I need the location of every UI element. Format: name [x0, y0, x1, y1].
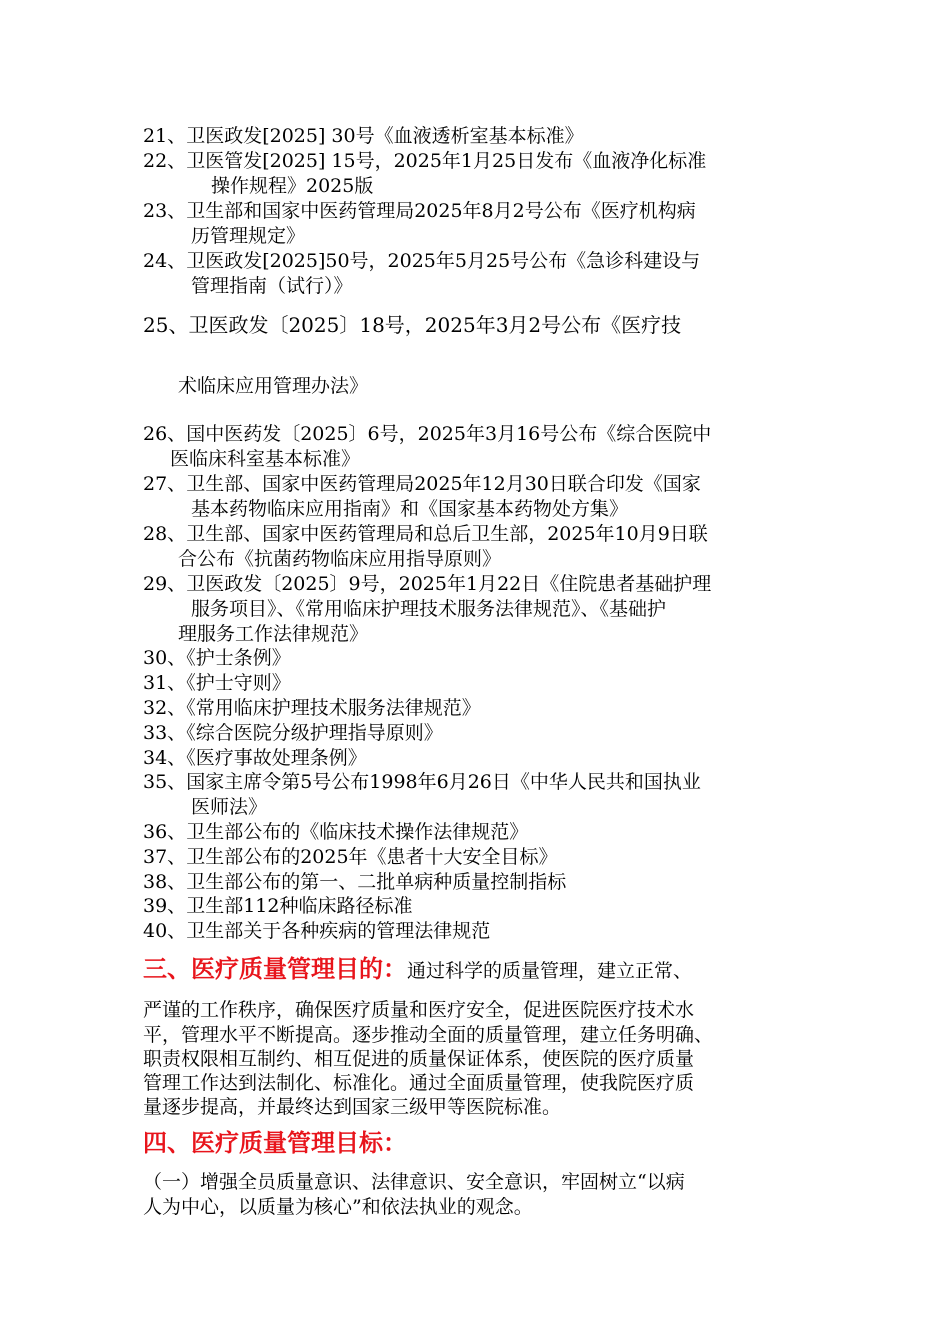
list-item [143, 671, 823, 696]
item-text: 卫生部关于各种疾病的管理法律规范 [186, 920, 491, 942]
paragraph-line: （一）增强全员质量意识、法律意识、安全意识，牢固树立“以病 [143, 1171, 685, 1193]
item-text-continued: 服务项目》、《常用临床护理技术服务法律规范》、《基础护 [191, 598, 667, 620]
item-text: 卫医政发〔2025〕9号，2025年1月22日《住院患者基础护理 [186, 573, 712, 595]
item-number: 24、 [143, 250, 187, 272]
paragraph-line: 人为中心，以质量为核心”和依法执业的观念。 [143, 1196, 533, 1218]
paragraph-line: 平，管理水平不断提高。逐步推动全面的质量管理，建立任务明确、 [143, 1024, 714, 1046]
item-text: 卫生部公布的《临床技术操作法律规范》 [186, 821, 529, 843]
list-item [143, 870, 823, 895]
heading-tail-text: 通过科学的质量管理，建立正常、 [407, 960, 693, 982]
paragraph-line: 职责权限相互制约、相互促进的质量保证体系，使医院的医疗质量 [143, 1048, 695, 1070]
item-text: 卫医管发[2025] 15号，2025年1月25日发布《血液净化标准 [186, 150, 707, 172]
item-number: 35、 [143, 771, 187, 793]
heading-text: 三、医疗质量管理目的： [143, 955, 407, 983]
list-item [143, 199, 823, 224]
list-item [143, 770, 823, 795]
list-item [143, 894, 823, 919]
list-item [143, 919, 823, 944]
list-item [143, 313, 823, 338]
item-text: 卫生部公布的第一、二批单病种质量控制指标 [186, 871, 567, 893]
item-text-continued: 操作规程》2025版 [211, 175, 374, 197]
item-text-continued: 术临床应用管理办法》 [178, 375, 369, 397]
paragraph-line: 管理工作达到法制化、标准化。通过全面质量管理，使我院医疗质 [143, 1072, 695, 1094]
item-text-continued: 医师法》 [191, 796, 268, 818]
item-text: 《医疗事故处理条例》 [186, 747, 367, 769]
item-text-continued: 理服务工作法律规范》 [178, 623, 369, 645]
list-item [143, 149, 823, 174]
item-text: 卫医政发[2025] 30号《血液透析室基本标准》 [186, 125, 584, 147]
item-number: 27、 [143, 473, 187, 495]
list-item [143, 696, 823, 721]
list-item [143, 249, 823, 274]
item-number: 37、 [143, 846, 187, 868]
item-number: 38、 [143, 871, 187, 893]
item-number: 26、 [143, 423, 187, 445]
item-text: 卫生部、国家中医药管理局和总后卫生部，2025年10月9日联 [186, 523, 708, 545]
item-number: 29、 [143, 573, 187, 595]
item-number: 31、 [143, 672, 187, 694]
item-text-continued: 合公布《抗菌药物临床应用指导原则》 [178, 548, 502, 570]
item-number: 23、 [143, 200, 187, 222]
item-text: 国中医药发〔2025〕6号，2025年3月16号公布《综合医院中 [186, 423, 712, 445]
item-text: 卫生部公布的2025年《患者十大安全目标》 [186, 846, 558, 868]
item-text-continued: 基本药物临床应用指南》和《国家基本药物处方集》 [191, 498, 629, 520]
list-item [143, 646, 823, 671]
item-text-continued: 医临床科室基本标准》 [170, 448, 361, 470]
item-number: 40、 [143, 920, 187, 942]
list-item [143, 422, 823, 447]
item-number: 36、 [143, 821, 187, 843]
list-item [143, 820, 823, 845]
list-item [143, 522, 823, 547]
item-text: 卫医政发[2025]50号，2025年5月25号公布《急诊科建设与 [186, 250, 701, 272]
paragraph-line: 量逐步提高，并最终达到国家三级甲等医院标准。 [143, 1096, 562, 1118]
list-item [143, 124, 823, 149]
item-text: 国家主席令第5号公布1998年6月26日《中华人民共和国执业 [186, 771, 701, 793]
item-number: 28、 [143, 523, 187, 545]
item-text: 《护士守则》 [186, 672, 291, 694]
list-item [143, 721, 823, 746]
item-text: 卫医政发〔2025〕18号，2025年3月2号公布《医疗技 [188, 313, 682, 337]
item-number: 33、 [143, 722, 187, 744]
item-number: 39、 [143, 895, 187, 917]
list-item [143, 572, 823, 597]
item-text: 《综合医院分级护理指导原则》 [186, 722, 443, 744]
section-heading-goals [143, 1128, 407, 1158]
paragraph-line: 严谨的工作秩序，确保医疗质量和医疗安全，促进医院医疗技术水 [143, 999, 695, 1021]
item-text: 《护士条例》 [186, 647, 291, 669]
item-number: 32、 [143, 697, 187, 719]
item-text: 《常用临床护理技术服务法律规范》 [186, 697, 481, 719]
item-text: 卫生部和国家中医药管理局2025年8月2号公布《医疗机构病 [186, 200, 696, 222]
list-item [143, 746, 823, 771]
item-text: 卫生部、国家中医药管理局2025年12月30日联合印发《国家 [186, 473, 701, 495]
item-number: 25、 [143, 313, 189, 337]
item-number: 22、 [143, 150, 187, 172]
item-number: 34、 [143, 747, 187, 769]
item-text: 卫生部112种临床路径标准 [186, 895, 413, 917]
list-item [143, 472, 823, 497]
list-item [143, 845, 823, 870]
item-text-continued: 历管理规定》 [191, 225, 306, 247]
item-text-continued: 管理指南（试行）》 [191, 275, 353, 297]
section-heading-purpose [143, 954, 692, 986]
item-number: 21、 [143, 125, 187, 147]
heading-text: 四、医疗质量管理目标： [143, 1129, 407, 1157]
item-number: 30、 [143, 647, 187, 669]
